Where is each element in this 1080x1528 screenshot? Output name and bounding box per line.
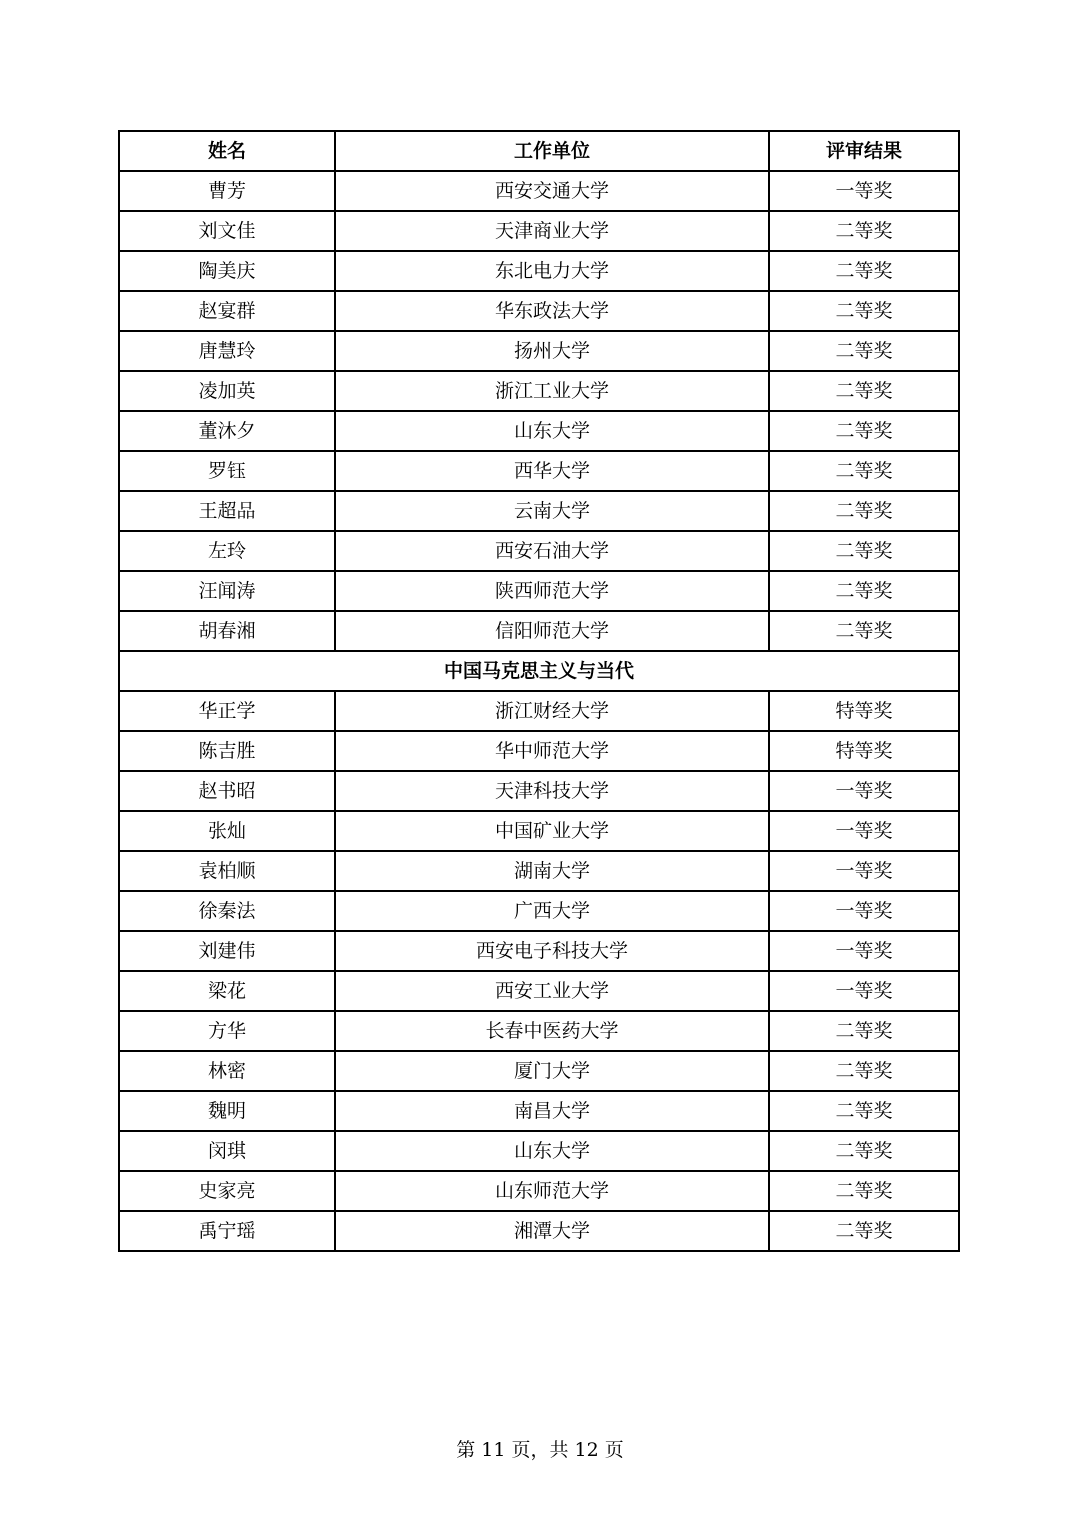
cell-unit: 南昌大学	[335, 1091, 769, 1131]
cell-name: 左玲	[119, 531, 335, 571]
table-row	[119, 331, 959, 371]
table-row	[119, 731, 959, 771]
cell-unit: 西安工业大学	[335, 971, 769, 1011]
cell-result: 二等奖	[769, 1211, 959, 1251]
table-row	[119, 451, 959, 491]
cell-result: 二等奖	[769, 531, 959, 571]
table-row	[119, 291, 959, 331]
cell-result: 一等奖	[769, 931, 959, 971]
table-row	[119, 531, 959, 571]
cell-name: 罗钰	[119, 451, 335, 491]
award-results-table	[118, 130, 960, 1252]
cell-name: 陶美庆	[119, 251, 335, 291]
header-name: 姓名	[119, 131, 335, 171]
cell-result: 二等奖	[769, 251, 959, 291]
table-row	[119, 931, 959, 971]
cell-unit: 山东师范大学	[335, 1171, 769, 1211]
cell-result: 二等奖	[769, 451, 959, 491]
table-row	[119, 1211, 959, 1251]
cell-result: 二等奖	[769, 371, 959, 411]
cell-unit: 中国矿业大学	[335, 811, 769, 851]
header-unit: 工作单位	[335, 131, 769, 171]
cell-name: 刘建伟	[119, 931, 335, 971]
cell-name: 唐慧玲	[119, 331, 335, 371]
cell-name: 陈吉胜	[119, 731, 335, 771]
cell-unit: 浙江工业大学	[335, 371, 769, 411]
table-row	[119, 251, 959, 291]
cell-name: 王超品	[119, 491, 335, 531]
cell-result: 特等奖	[769, 731, 959, 771]
table-row	[119, 1011, 959, 1051]
cell-name: 魏明	[119, 1091, 335, 1131]
cell-unit: 西安电子科技大学	[335, 931, 769, 971]
cell-unit: 山东大学	[335, 411, 769, 451]
cell-result: 二等奖	[769, 411, 959, 451]
table-row	[119, 611, 959, 651]
cell-result: 一等奖	[769, 771, 959, 811]
cell-unit: 山东大学	[335, 1131, 769, 1171]
cell-name: 林密	[119, 1051, 335, 1091]
table-body	[119, 171, 959, 1251]
cell-name: 张灿	[119, 811, 335, 851]
cell-name: 史家亮	[119, 1171, 335, 1211]
cell-result: 二等奖	[769, 211, 959, 251]
cell-name: 凌加英	[119, 371, 335, 411]
table-row	[119, 811, 959, 851]
section-title: 中国马克思主义与当代	[119, 651, 959, 691]
cell-name: 胡春湘	[119, 611, 335, 651]
cell-unit: 华东政法大学	[335, 291, 769, 331]
table-row	[119, 891, 959, 931]
cell-result: 二等奖	[769, 571, 959, 611]
cell-name: 方华	[119, 1011, 335, 1051]
cell-unit: 西华大学	[335, 451, 769, 491]
cell-unit: 扬州大学	[335, 331, 769, 371]
table-row	[119, 571, 959, 611]
cell-unit: 厦门大学	[335, 1051, 769, 1091]
table-row	[119, 851, 959, 891]
table-row	[119, 1131, 959, 1171]
cell-unit: 华中师范大学	[335, 731, 769, 771]
cell-unit: 西安交通大学	[335, 171, 769, 211]
cell-result: 二等奖	[769, 291, 959, 331]
cell-result: 二等奖	[769, 611, 959, 651]
cell-result: 二等奖	[769, 1131, 959, 1171]
cell-name: 董沐夕	[119, 411, 335, 451]
cell-unit: 天津商业大学	[335, 211, 769, 251]
table-row	[119, 171, 959, 211]
cell-result: 二等奖	[769, 1051, 959, 1091]
cell-result: 二等奖	[769, 1171, 959, 1211]
cell-unit: 浙江财经大学	[335, 691, 769, 731]
cell-unit: 广西大学	[335, 891, 769, 931]
cell-result: 一等奖	[769, 971, 959, 1011]
cell-result: 二等奖	[769, 1091, 959, 1131]
cell-name: 梁花	[119, 971, 335, 1011]
cell-unit: 云南大学	[335, 491, 769, 531]
table-row	[119, 1171, 959, 1211]
cell-unit: 湘潭大学	[335, 1211, 769, 1251]
cell-result: 一等奖	[769, 891, 959, 931]
table-row	[119, 691, 959, 731]
header-result: 评审结果	[769, 131, 959, 171]
table-row	[119, 971, 959, 1011]
cell-name: 袁柏顺	[119, 851, 335, 891]
cell-name: 禹宁瑶	[119, 1211, 335, 1251]
table-row	[119, 211, 959, 251]
cell-unit: 陕西师范大学	[335, 571, 769, 611]
cell-name: 徐秦法	[119, 891, 335, 931]
table-row	[119, 371, 959, 411]
cell-unit: 湖南大学	[335, 851, 769, 891]
cell-name: 赵宴群	[119, 291, 335, 331]
cell-name: 华正学	[119, 691, 335, 731]
cell-unit: 天津科技大学	[335, 771, 769, 811]
cell-name: 刘文佳	[119, 211, 335, 251]
cell-result: 一等奖	[769, 171, 959, 211]
table-row	[119, 1051, 959, 1091]
cell-result: 一等奖	[769, 851, 959, 891]
cell-result: 特等奖	[769, 691, 959, 731]
section-header-row	[119, 651, 959, 691]
table-row	[119, 771, 959, 811]
cell-name: 赵书昭	[119, 771, 335, 811]
page-number: 第 11 页，共 12 页	[456, 1439, 624, 1461]
cell-result: 二等奖	[769, 491, 959, 531]
table-row	[119, 491, 959, 531]
cell-name: 汪闻涛	[119, 571, 335, 611]
table-row	[119, 1091, 959, 1131]
table-header-row	[119, 131, 959, 171]
cell-result: 一等奖	[769, 811, 959, 851]
cell-unit: 长春中医药大学	[335, 1011, 769, 1051]
table-row	[119, 411, 959, 451]
cell-result: 二等奖	[769, 331, 959, 371]
cell-unit: 西安石油大学	[335, 531, 769, 571]
cell-unit: 信阳师范大学	[335, 611, 769, 651]
cell-name: 闵琪	[119, 1131, 335, 1171]
cell-result: 二等奖	[769, 1011, 959, 1051]
cell-name: 曹芳	[119, 171, 335, 211]
cell-unit: 东北电力大学	[335, 251, 769, 291]
